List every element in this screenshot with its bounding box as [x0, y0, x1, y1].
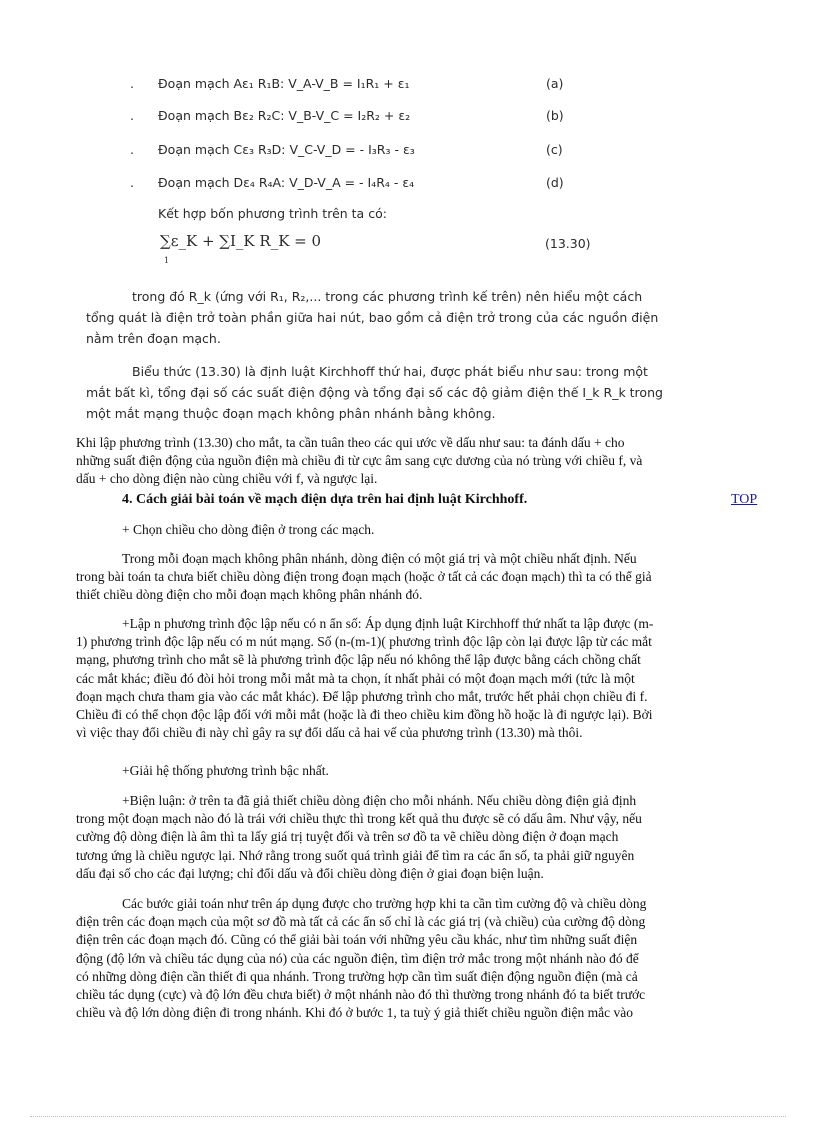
scanned-excerpt [0, 0, 816, 430]
top-link[interactable]: TOP [731, 492, 758, 507]
sign-convention-paragraph: Khi lập phương trình (13.30) cho mắt, ta cần tuân theo các qui ước về dấu như sau: ta đánh dấu + cho những suất điện động của nguồn điện mà chiều đi từ cực âm sang cực dương của nó trùng với chiều f, và dấu + cho dòng điện nào cùng chiều với f, và ngược lại. [76, 435, 643, 487]
direction-paragraph: Trong mỗi đoạn mạch không phân nhánh, dòng điện có một giá trị và một chiều nhất định. Nếu trong bài toán ta chưa biết chiều dòng điện trong đoạn mạch (hoặc ở tất cả các đoạn mạch) thì ta có thể giả thiết chiều dòng điện cho mỗi đoạn mạch không phân nhánh đó. [76, 551, 652, 603]
equation-text: Đoạn mạch Cε₃ R₃D: V_C-V_D = - I₃R₃ - ε₃ [158, 142, 415, 157]
footer-divider [30, 1116, 786, 1117]
kirchhoff-sum-formula: ∑ε_K + ∑I_K R_K = 0 1 [160, 232, 322, 265]
equation-tag: (d) [546, 175, 564, 190]
step-solve-system: +Giải hệ thống phương trình bậc nhất. [122, 763, 329, 778]
scan-paragraph-2: Biểu thức (13.30) là định luật Kirchhoff thứ hai, được phát biểu như sau: trong một mắt bất kì, tổng đại số các suất điện động và tổng đại số các độ giảm điện thế I_k R_k trong một mắt mạng thuộc đoạn mạch không phân nhánh bằng không. [86, 364, 663, 421]
discussion-paragraph: +Biện luận: ở trên ta đã giả thiết chiều dòng điện cho mỗi nhánh. Nếu chiều dòng điện giả định trong một đoạn mạch nào đó là trái với chiều thực thì trong kết quả thu được sẽ có dấu âm. Như vậy, nếu cường độ dòng điện là âm thì ta lấy giá trị tuyệt đối và trên sơ đồ ta vẽ chiều dòng điện ở đoạn mạch tương ứng là chiều ngược lại. Nhớ rằng trong suốt quá trình giải để tìm ra các ẩn số, ta phải giữ nguyên dấu đại số cho các đại lượng; chỉ đổi dấu và đổi chiều dòng điện ở giai đoạn biện luận. [76, 793, 642, 881]
equation-row-a: . Đoạn mạch Aε₁ R₁B: V_A-V_B = I₁R₁ + ε₁ (a) [130, 76, 564, 91]
equation-text: Đoạn mạch Aε₁ R₁B: V_A-V_B = I₁R₁ + ε₁ [158, 76, 410, 91]
section-heading: 4. Cách giải bài toán về mạch điện dựa trên hai định luật Kirchhoff. [122, 492, 528, 507]
step-choose-direction: + Chọn chiều cho dòng điện ở trong các mạch. [122, 522, 375, 537]
equation-tag: (c) [546, 142, 563, 157]
equation-tag: (b) [546, 108, 564, 123]
equation-row-b: . Đoạn mạch Bε₂ R₂C: V_B-V_C = I₂R₂ + ε₂ (b) [130, 108, 564, 123]
equation-text: Đoạn mạch Bε₂ R₂C: V_B-V_C = I₂R₂ + ε₂ [158, 108, 411, 123]
equation-row-c: . Đoạn mạch Cε₃ R₃D: V_C-V_D = - I₃R₃ - ε₃ (c) [130, 142, 563, 157]
sum-subscript: 1 [164, 256, 170, 265]
equations-paragraph: +Lập n phương trình độc lập nếu có n ẩn số: Áp dụng định luật Kirchhoff thứ nhất ta lập được (m- 1) phương trình độc lập nếu có m nút mạng. Số (n-(m-1)( phương trình độc lập còn lại được lập từ các mắt mạng, phương trình cho mắt sẽ là phương trình độc lập nếu nó không thể lập được bằng cách chồng chất các mắt khác; điều đó đòi hỏi trong mỗi mắt mà ta chọn, ít nhất phải có một đoạn mạch mới (tức là một đoạn mạch chưa tham gia vào các mắt khác). Để lập phương trình cho mắt, trước hết phải chọn chiều đi f. Chiều đi có thể chọn độc lập đối với mỗi mắt (hoặc là đi theo chiều kim đồng hồ hoặc là đi ngược lại). Bởi vì việc thay đổi chiều đi này chỉ gây ra sự đổi dấu cả hai vế của phương trình (13.30) mà thôi. [76, 616, 654, 741]
scan-paragraph-1: trong đó R_k (ứng với R₁, R₂,... trong các phương trình kế trên) nên hiểu một cách tổng quát là điện trở toàn phần giữa hai nút, bao gồm cả điện trở trong của các nguồn điện nằm trên đoạn mạch. [86, 289, 659, 346]
equation-number: (13.30) [545, 236, 591, 251]
equation-text: Đoạn mạch Dε₄ R₄A: V_D-V_A = - I₄R₄ - ε₄ [158, 175, 415, 190]
equation-row-d: . Đoạn mạch Dε₄ R₄A: V_D-V_A = - I₄R₄ - ε₄ (d) [130, 175, 564, 190]
combine-text: Kết hợp bốn phương trình trên ta có: [158, 206, 387, 221]
final-paragraph: Các bước giải toán như trên áp dụng được cho trường hợp khi ta cần tìm cường độ và chiều dòng điện trên các đoạn mạch của một sơ đồ mà tất cả các ẩn số chỉ là các giá trị (và chiều) của cường độ dòng điện trên các đoạn mạch đó. Cũng có thể giải bài toán với những yêu cầu khác, như tìm những suất điện động (độ lớn và chiều tác dụng của nó) của các nguồn điện, tìm điện trở mắc trong một nhánh nào đó để có những dòng điện cần thiết đi qua nhánh. Trong trường hợp cần tìm suất điện động nguồn điện (mà cả chiều tác dụng (cực) và độ lớn đều chưa biết) ở một nhánh nào đó thì thường trong nhánh đó ta biết trước chiều và độ lớn dòng điện đi trong nhánh. Khi đó ở bước 1, ta tuỳ ý giả thiết chiều nguồn điện mắc vào [76, 896, 647, 1021]
equation-tag: (a) [546, 76, 564, 91]
